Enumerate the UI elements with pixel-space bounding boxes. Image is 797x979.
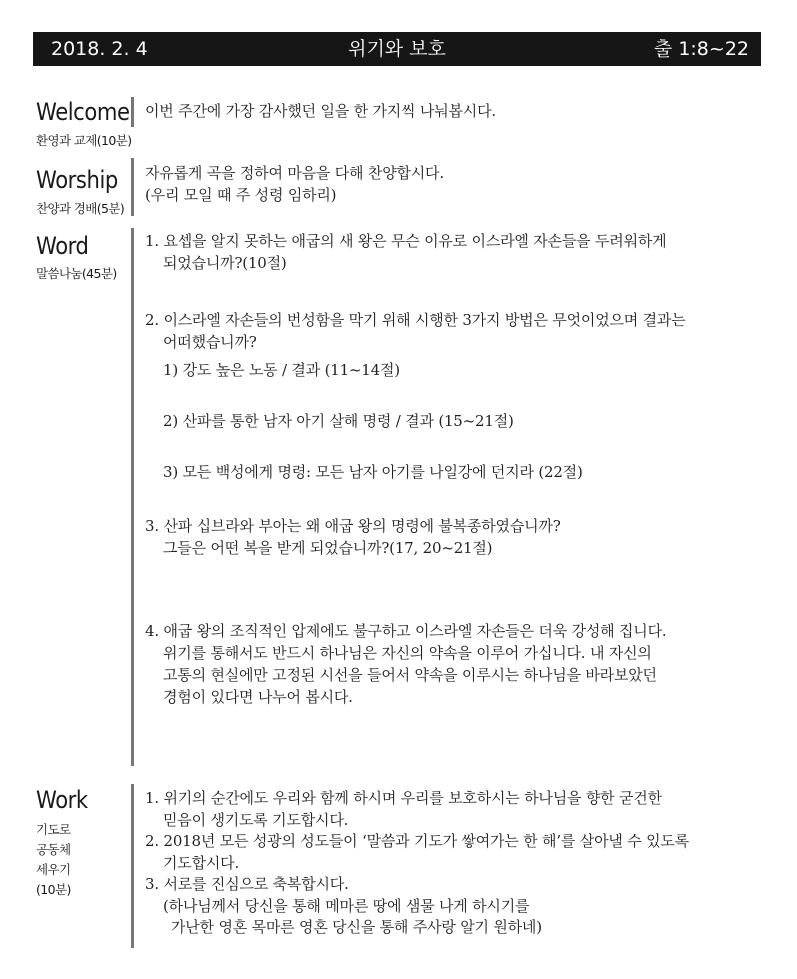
worship-subtitle: 찬양과 경배(5분) xyxy=(36,201,125,216)
word-subtitle: 말씀나눔(45분) xyxy=(36,266,117,281)
question-line: 3. 산파 십브라와 부아는 왜 애굽 왕의 명령에 불복종하였습니까? xyxy=(145,517,561,535)
work-line: 3. 서로를 진심으로 축복합시다. xyxy=(145,875,349,893)
work-subtitle-line: 기도로 xyxy=(36,822,71,837)
question-line: 2. 이스라엘 자손들의 번성함을 막기 위해 시행한 3가지 방법은 무엇이었으며 결과는 xyxy=(145,311,686,329)
word-q2-item-1: 1) 강도 높은 노동 / 결과 (11~14절) xyxy=(163,361,400,379)
question-line: 경험이 있다면 나누어 봅시다. xyxy=(163,688,353,706)
word-q2-item-2: 2) 산파를 통한 남자 아기 살해 명령 / 결과 (15~21절) xyxy=(163,412,514,430)
work-subtitle-line: 세우기 xyxy=(36,862,71,877)
work-line: 1. 위기의 순간에도 우리와 함께 하시며 우리를 보호하시는 하나님을 향한 굳건한 xyxy=(145,789,662,807)
work-line: (하나님께서 당신을 통해 메마른 땅에 샘물 나게 하시기를 xyxy=(163,896,530,915)
work-subtitle-line: 공동체 xyxy=(36,842,71,857)
question-line: 위기를 통해서도 반드시 하나님은 자신의 약속을 이루어 가십니다. 내 자신의 xyxy=(163,644,652,662)
welcome-line: 이번 주간에 가장 감사했던 일을 한 가지씩 나눠봅시다. xyxy=(145,102,496,120)
work-line: 가난한 영혼 목마른 영혼 당신을 통해 주사랑 알기 원하네) xyxy=(171,918,542,936)
word-title: Word xyxy=(36,232,89,260)
question-line: 1. 요셉을 알지 못하는 애굽의 새 왕은 무슨 이유로 이스라엘 자손들을 두려워하게 xyxy=(145,232,667,250)
work-divider xyxy=(131,784,134,948)
question-line: 그들은 어떤 복을 받게 되었습니까?(17, 20~21절) xyxy=(163,539,493,557)
word-divider xyxy=(131,228,134,766)
worship-line: 자유롭게 곡을 정하여 마음을 다해 찬양합시다. xyxy=(145,164,444,182)
welcome-subtitle: 환영과 교제(10분) xyxy=(36,133,132,148)
header-title: 위기와 보호 xyxy=(348,38,446,60)
welcome-text xyxy=(145,100,496,122)
worship-title: Worship xyxy=(36,166,118,194)
work-text xyxy=(145,788,689,939)
question-line: 되었습니까?(10절) xyxy=(163,254,287,272)
worship-text xyxy=(145,162,444,206)
word-question-4 xyxy=(145,620,666,708)
worship-line: (우리 모일 때 주 성령 임하리) xyxy=(145,186,337,204)
header-reference: 출 1:8~22 xyxy=(653,38,749,60)
word-q2-item-3: 3) 모든 백성에게 명령: 모든 남자 아기를 나일강에 던지라 (22절) xyxy=(163,463,583,481)
work-line: 믿음이 생기도록 기도합시다. xyxy=(163,810,349,829)
word-question-1 xyxy=(145,230,666,274)
word-question-2 xyxy=(145,309,686,353)
work-subtitle xyxy=(36,820,71,900)
work-title: Work xyxy=(36,786,88,814)
work-subtitle-line: (10분) xyxy=(36,882,71,897)
header-date: 2018. 2. 4 xyxy=(51,38,148,60)
header-bar xyxy=(33,32,761,66)
work-line: 2. 2018년 모든 성광의 성도들이 ‘말씀과 기도가 쌓여가는 한 해’를 살아낼 수 있도록 xyxy=(145,832,689,850)
work-line: 기도합시다. xyxy=(163,853,240,872)
question-line: 어떠했습니까? xyxy=(163,333,257,351)
question-line: 4. 애굽 왕의 조직적인 압제에도 불구하고 이스라엘 자손들은 더욱 강성해 집니다. xyxy=(145,622,667,640)
welcome-title: Welcome xyxy=(36,98,130,126)
word-question-3 xyxy=(145,515,561,559)
worship-divider xyxy=(131,158,134,216)
question-line: 고통의 현실에만 고정된 시선을 들어서 약속을 이루시는 하나님을 바라보았던 xyxy=(163,666,657,684)
welcome-divider xyxy=(131,97,134,127)
